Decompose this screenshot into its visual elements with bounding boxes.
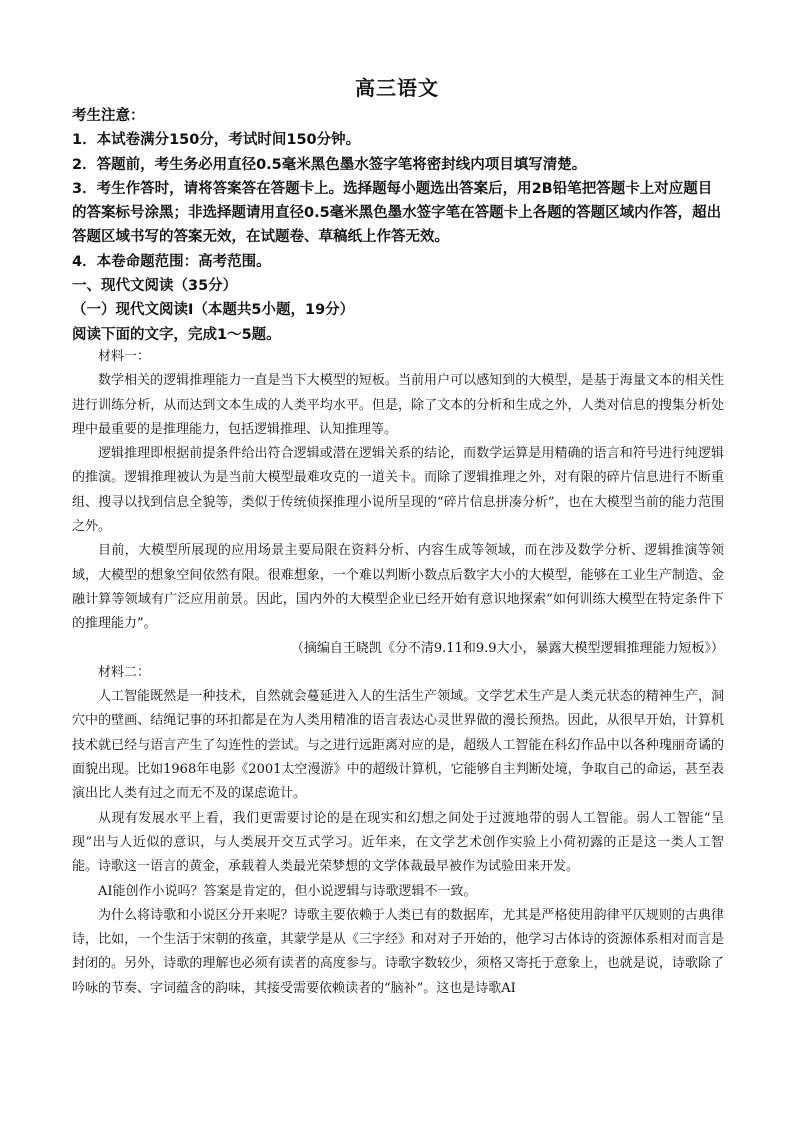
subsection-heading: （一）现代文阅读Ⅰ（本题共5小题，19分） [72, 302, 355, 319]
paragraph: 为什么将诗歌和小说区分开来呢？诗歌主要依赖于人类已有的数据库，尤其是严格使用韵律平仄规则的古典律诗，比如，一个生活于宋朝的孩童，其蒙学是从《三字经》和对对子开始的，他学习古体诗的资源体系相对而言是封闭的。另外，诗歌的理解也必须有读者的高度参与。诗歌字数较少，须格又寄托于意象上，也就是说，诗歌除了吟咏的节奏、字词蕴含的韵味，其接受需要依赖读者的“脑补”。这也是诗歌AI [72, 907, 724, 996]
paragraph: 逻辑推理即根据前提条件给出符合逻辑或潜在逻辑关系的结论，而数学运算是用精确的语言和符号进行纯逻辑的推演。逻辑推理被认为是当前大模型最难攻克的一道关卡。而除了逻辑推理之外，对有限的碎片信息进行不断重组、搜寻以找到信息全貌等，类似于传统侦探推理小说所呈现的“碎片信息拼凑分析”，也在大模型当前的能力范围之外。 [72, 446, 724, 535]
notice-item: 3．考生作答时，请将答案答在答题卡上。选择题每小题选出答案后，用2B铅笔把答题卡上对应题目的答案标号涂黑；非选择题请用直径0.5毫米黑色墨水签字笔在答题卡上各题的答题区域内作答，超出答题区域书写的答案无效，在试题卷、草稿纸上作答无效。 [72, 180, 722, 246]
notice-item: 1．本试卷满分150分，考试时间150分钟。 [72, 132, 361, 149]
paragraph: 人工智能既然是一种技术，自然就会蔓延进入人的生活生产领域。文学艺术生产是人类元状态的精神生产，洞穴中的壁画、结绳记事的环扣都是在为人类用精准的语言表达心灵世界做的漫长预热。因此，从很早开始，计算机技术就已经与语言产生了勾连性的尝试。与之进行远距离对应的是，超级人工智能在科幻作品中以各种瑰丽奇谲的面貌出现。比如1968年电影《2001太空漫游》中的超级计算机，它能够自主判断处境，争取自己的命运，甚至表演出比人类有过之而无不及的谋虑诡计。 [72, 689, 724, 802]
notice-item: 4．本卷命题范围：高考范围。 [72, 253, 271, 270]
material-label: 材料二： [98, 664, 151, 680]
paragraph: 数学相关的逻辑推理能力一直是当下大模型的短板。当前用户可以感知到的大模型，是基于海量文本的相关性进行训练分析，从而达到文本生成的人类平均水平。但是，除了文本的分析和生成之外，人类对信息的搜集分析处理中最重要的是推理能力，包括逻辑推理、认知推理等。 [72, 373, 724, 437]
reading-passage [72, 345, 724, 1001]
paragraph: 目前，大模型所展现的应用场景主要局限在资料分析、内容生成等领域，而在涉及数学分析、逻辑推演等领域，大模型的想象空间依然有限。很难想象，一个难以判断小数点后数字大小的大模型，能够在工业生产制造、金融计算等领域有广泛应用前景。因此，国内外的大模型企业已经开始有意识地探索“如何训练大模型在特定条件下的推理能力”。 [72, 543, 724, 632]
reading-instruction: 阅读下面的文字，完成1～5题。 [72, 326, 281, 343]
section-heading: 一、现代文阅读（35分） [72, 278, 238, 295]
paragraph: AI能创作小说吗？答案是肯定的，但小说逻辑与诗歌逻辑不一致。 [98, 883, 477, 899]
page-title: 高三语文 [355, 76, 439, 100]
paragraph: 从现有发展水平上看，我们更需要讨论的是在现实和幻想之间处于过渡地带的弱人工智能。弱人工智能“呈现”出与人近似的意识，与人类展开交互式学习。近年来，在文学艺术创作实验上小荷初露的正是这一类人工智能。诗歌这一语言的黄金，承载着人类最光荣梦想的文学体裁最早被作为试验田来开发。 [72, 810, 724, 875]
notice-item: 2．答题前，考生务必用直径0.5毫米黑色墨水签字笔将密封线内项目填写清楚。 [72, 156, 587, 173]
notice-heading: 考生注意： [72, 108, 145, 124]
source-citation: （摘编自王晓凯《分不清9.11和9.9大小，暴露大模型逻辑推理能力短板》） [290, 640, 724, 656]
material-label: 材料一： [98, 349, 151, 364]
exam-notice [72, 104, 724, 347]
